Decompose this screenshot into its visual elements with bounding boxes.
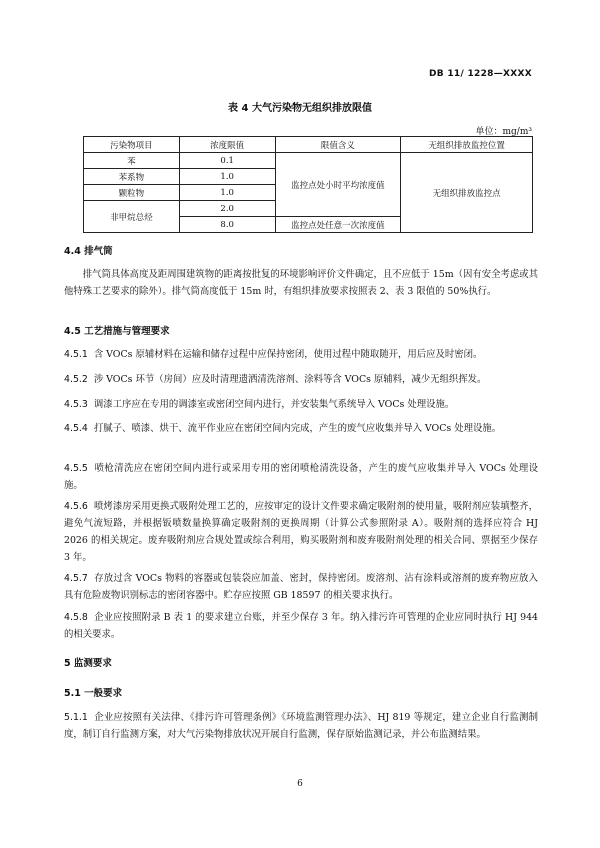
clause-number: 5.1.1 bbox=[64, 712, 88, 723]
document-code: DB 11/ 1228—XXXX bbox=[428, 69, 532, 79]
table-unit: 单位：mg/m³ bbox=[475, 127, 532, 137]
meaning-cell: 监控点处任意一次浓度值 bbox=[275, 217, 401, 233]
page-number: 6 bbox=[297, 779, 303, 789]
section-5 bbox=[64, 655, 538, 672]
clause-text: 涉 VOCs 环节（房间）应及时清理遗洒清洗溶剂、涂料等含 VOCs 原辅料，减少无组织挥发。 bbox=[93, 374, 487, 385]
clause-number: 4.5.3 bbox=[64, 399, 88, 410]
clause-text: 喷烤漆房采用更换式吸附处理工艺的，应按审定的设计文件要求确定吸附剂的使用量，吸附剂应装填整齐，避免气流短路，并根据钣喷数量换算确定吸附剂的更换周期（计算公式参照附录 A）。吸附剂的选择应符合 HJ 2026 的相关规定。废弃吸附剂应合规处置或综合利用，购买吸附剂和废弃吸附剂处理的相关合同、票据至少保存 3 年。 bbox=[64, 501, 538, 563]
limit-cell: 1.0 bbox=[179, 169, 275, 185]
section-heading: 5 监测要求 bbox=[64, 658, 112, 669]
header-position: 无组织排放监控位置 bbox=[401, 137, 533, 153]
pollutant-cell: 非甲烷总烃 bbox=[84, 201, 180, 233]
limit-cell: 0.1 bbox=[179, 153, 275, 169]
clause-text: 企业应按照有关法律、《排污许可管理条例》《环境监测管理办法》、HJ 819 等规定，建立企业自行监测制度，制订自行监测方案，对大气污染物排放状况开展自行监测，保存原始监测记录，并公布监测结果。 bbox=[64, 712, 538, 740]
clause-4-5-3 bbox=[64, 396, 538, 413]
header-meaning: 限值含义 bbox=[275, 137, 401, 153]
section-5-1 bbox=[64, 685, 538, 702]
table-row bbox=[84, 153, 533, 169]
header-pollutant: 污染物项目 bbox=[84, 137, 180, 153]
limits-table bbox=[83, 136, 533, 233]
clause-4-5-4 bbox=[64, 420, 538, 437]
clause-4-5-5 bbox=[64, 460, 538, 494]
clause-text: 企业应按照附录 B 表 1 的要求建立台账，并至少保存 3 年。纳入排污许可管理的企业应同时执行 HJ 944 的相关要求。 bbox=[64, 612, 538, 640]
clause-5-1-1 bbox=[64, 709, 538, 743]
clause-4-5-2 bbox=[64, 371, 538, 388]
pollutant-cell: 颗粒物 bbox=[84, 185, 180, 201]
clause-number: 4.5.1 bbox=[64, 349, 88, 360]
limit-cell: 2.0 bbox=[179, 201, 275, 217]
clause-number: 4.5.5 bbox=[64, 463, 88, 474]
clause-number: 4.5.2 bbox=[64, 374, 88, 385]
clause-text: 打腻子、喷漆、烘干、流平作业应在密闭空间内完成，产生的废气应收集并导入 VOCs 处理设施。 bbox=[93, 423, 502, 434]
section-heading: 4.5 工艺措施与管理要求 bbox=[64, 326, 170, 337]
clause-4-5-6 bbox=[64, 498, 538, 566]
clause-number: 4.5.6 bbox=[64, 501, 88, 512]
clause-number: 4.5.8 bbox=[64, 612, 88, 623]
meaning-cell: 监控点处小时平均浓度值 bbox=[275, 153, 401, 217]
limit-cell: 8.0 bbox=[179, 217, 275, 233]
clause-text: 存放过含 VOCs 物料的容器或包装袋应加盖、密封，保持密闭。废溶剂、沾有涂料或溶剂的废弃物应放入具有危险废物识别标志的密闭容器中。贮存应按照 GB 18597 的相关要求执行。 bbox=[64, 573, 538, 601]
clause-4-5-1 bbox=[64, 346, 538, 363]
clause-4-5-7 bbox=[64, 570, 538, 604]
pollutant-cell: 苯 bbox=[84, 153, 180, 169]
pollutant-cell: 苯系物 bbox=[84, 169, 180, 185]
section-4-4 bbox=[64, 243, 538, 300]
table-header-row bbox=[84, 137, 533, 153]
limit-cell: 1.0 bbox=[179, 185, 275, 201]
clause-4-5-8 bbox=[64, 609, 538, 643]
position-cell: 无组织排放监控点 bbox=[401, 153, 533, 233]
section-heading: 4.4 排气筒 bbox=[64, 246, 113, 257]
section-paragraph: 排气筒具体高度及距周围建筑物的距离按批复的环境影响评价文件确定，且不应低于 15m（因有安全考虑或其他特殊工艺要求的除外）。排气筒高度低于 15m 时，有组织排放要求按照表 2、表 3 限值的 50%执行。 bbox=[64, 269, 538, 297]
section-heading: 5.1 一般要求 bbox=[64, 688, 123, 699]
clause-number: 4.5.4 bbox=[64, 423, 88, 434]
clause-text: 含 VOCs 原辅材料在运输和储存过程中应保持密闭，使用过程中随取随开，用后应及时密闭。 bbox=[93, 349, 483, 360]
clause-text: 调漆工序应在专用的调漆室或密闭空间内进行，并安装集气系统导入 VOCs 处理设施。 bbox=[93, 399, 455, 410]
clause-number: 4.5.7 bbox=[64, 573, 88, 584]
header-limit: 浓度限值 bbox=[179, 137, 275, 153]
clause-text: 喷枪清洗应在密闭空间内进行或采用专用的密闭喷枪清洗设备，产生的废气应收集并导入 VOCs 处理设施。 bbox=[64, 463, 538, 491]
section-4-5 bbox=[64, 323, 538, 340]
table-title: 表 4 大气污染物无组织排放限值 bbox=[228, 103, 372, 114]
